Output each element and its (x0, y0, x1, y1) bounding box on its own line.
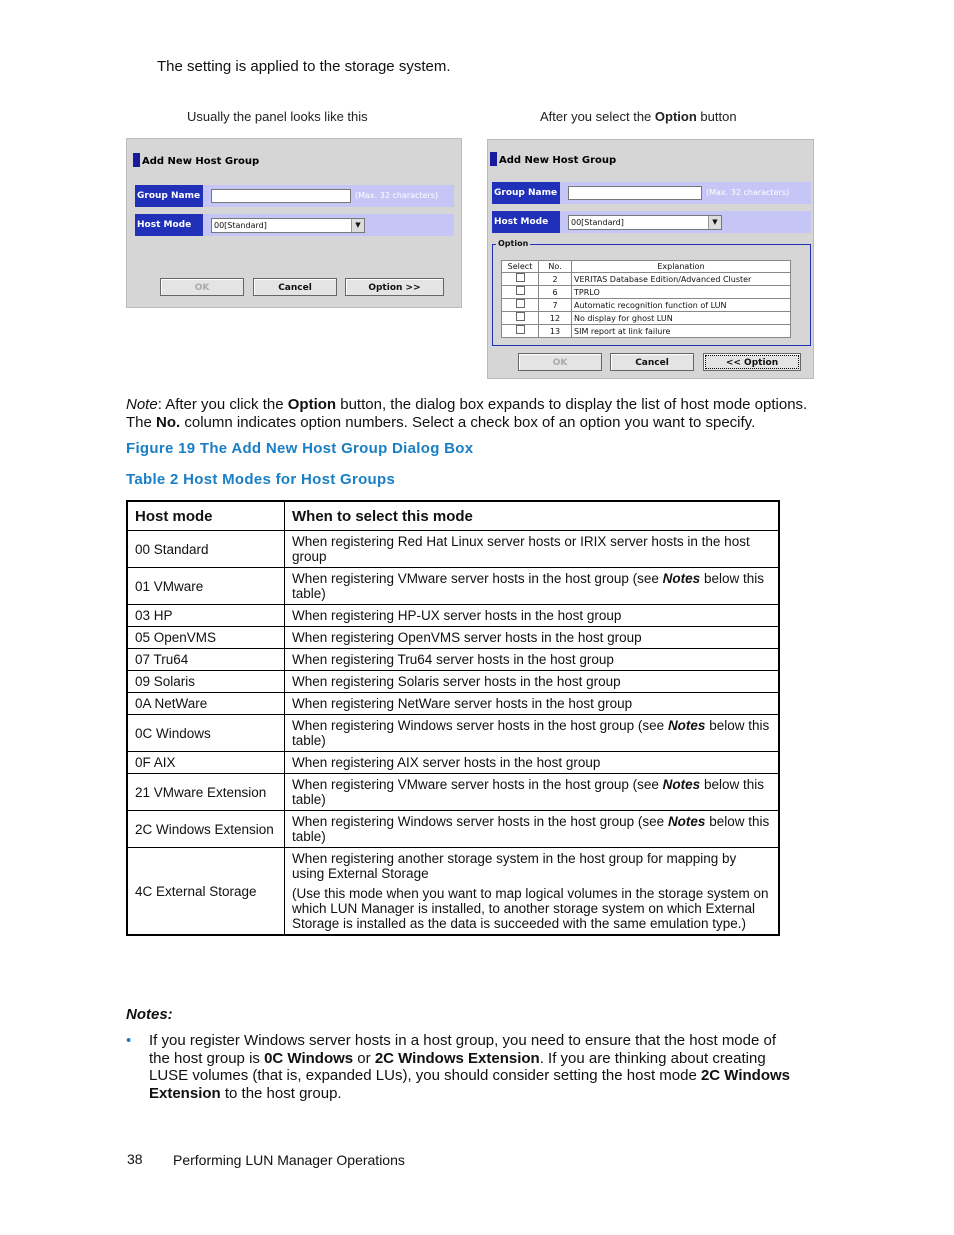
intro-text: The setting is applied to the storage system. (157, 58, 451, 75)
group-name-row (135, 185, 454, 207)
option-number: 7 (539, 299, 572, 312)
bullet-icon: • (126, 1032, 132, 1049)
option-explanation: TPRLO (572, 286, 791, 299)
host-modes-table (126, 500, 780, 936)
group-name-hint: (Max. 32 characters) (706, 188, 790, 197)
description-cell: When registering Windows server hosts in the host group (see Notes below this table) (285, 715, 780, 752)
option-header-no: No. (539, 261, 572, 273)
table-row (127, 811, 779, 848)
table-row (127, 848, 779, 936)
option-checkbox[interactable] (516, 325, 525, 334)
description-cell: When registering VMware server hosts in the host group (see Notes below this table) (285, 568, 780, 605)
option-header-explanation: Explanation (572, 261, 791, 273)
left-panel-caption: Usually the panel looks like this (187, 109, 368, 124)
host-mode-cell: 01 VMware (127, 568, 285, 605)
option-row (502, 325, 791, 338)
table-row (127, 774, 779, 811)
host-mode-cell: 09 Solaris (127, 671, 285, 693)
option-table (501, 260, 791, 338)
notes-bullet: • If you register Windows server hosts in a host group, you need to ensure that the host mode of the host group is 0C Windows or 2C Windows Extension. If you are thinking about creating LUSE volumes (that is, expanded LUs), you should consider setting the host mode 2C Windows Extension to the host group. (126, 1032, 791, 1102)
table-row (127, 605, 779, 627)
host-mode-row (492, 211, 811, 233)
notes-heading: Notes: (126, 1006, 173, 1023)
host-mode-select[interactable]: 00[Standard] ▼ (568, 215, 722, 230)
table-row (127, 649, 779, 671)
host-mode-cell: 4C External Storage (127, 848, 285, 936)
host-mode-cell: 0C Windows (127, 715, 285, 752)
host-mode-cell: 2C Windows Extension (127, 811, 285, 848)
option-explanation: No display for ghost LUN (572, 312, 791, 325)
group-name-label: Group Name (492, 182, 560, 204)
group-name-input[interactable] (211, 189, 351, 203)
description-cell: When registering VMware server hosts in the host group (see Notes below this table) (285, 774, 780, 811)
page-number: 38 (127, 1151, 143, 1167)
description-cell: When registering Tru64 server hosts in the host group (285, 649, 780, 671)
option-checkbox[interactable] (516, 273, 525, 282)
option-checkbox[interactable] (516, 299, 525, 308)
description-cell: When registering AIX server hosts in the host group (285, 752, 780, 774)
host-mode-cell: 0A NetWare (127, 693, 285, 715)
option-legend: Option (498, 239, 529, 248)
option-checkbox-cell (502, 312, 539, 325)
option-row (502, 273, 791, 286)
option-row (502, 286, 791, 299)
option-checkbox[interactable] (516, 312, 525, 321)
description-cell: When registering NetWare server hosts in the host group (285, 693, 780, 715)
option-row (502, 312, 791, 325)
table-row (127, 531, 779, 568)
note-label: Note (126, 396, 158, 413)
table-caption: Table 2 Host Modes for Host Groups (126, 471, 396, 488)
option-collapse-button[interactable]: << Option (703, 353, 801, 371)
host-mode-cell: 07 Tru64 (127, 649, 285, 671)
chevron-down-icon: ▼ (351, 219, 364, 232)
description-cell: When registering OpenVMS server hosts in the host group (285, 627, 780, 649)
table-row (127, 693, 779, 715)
option-explanation: SIM report at link failure (572, 325, 791, 338)
dialog-screenshot-expanded (487, 139, 814, 379)
dialog-title: Add New Host Group (133, 153, 259, 167)
group-name-hint: (Max. 32 characters) (355, 191, 439, 200)
cancel-button[interactable]: Cancel (610, 353, 694, 371)
option-number: 2 (539, 273, 572, 286)
host-mode-label: Host Mode (135, 214, 203, 236)
option-checkbox[interactable] (516, 286, 525, 295)
option-header-select: Select (502, 261, 539, 273)
host-mode-cell: 00 Standard (127, 531, 285, 568)
table-row (127, 715, 779, 752)
description-cell: When registering Solaris server hosts in the host group (285, 671, 780, 693)
ok-button[interactable]: OK (160, 278, 244, 296)
option-number: 13 (539, 325, 572, 338)
host-mode-label: Host Mode (492, 211, 560, 233)
option-checkbox-cell (502, 286, 539, 299)
option-explanation: Automatic recognition function of LUN (572, 299, 791, 312)
option-button[interactable]: Option >> (345, 278, 444, 296)
host-mode-select[interactable]: 00[Standard] ▼ (211, 218, 365, 233)
table-row (127, 752, 779, 774)
column-header-when: When to select this mode (285, 501, 780, 531)
description-cell: When registering Red Hat Linux server hosts or IRIX server hosts in the host group (285, 531, 780, 568)
footer-title: Performing LUN Manager Operations (173, 1152, 405, 1168)
option-explanation: VERITAS Database Edition/Advanced Cluster (572, 273, 791, 286)
table-row (127, 627, 779, 649)
description-cell: When registering another storage system in the host group for mapping by using External Storage (Use this mode when you want to map logical volumes in the storage system on which LUN Manager is installed, to another storage system on which External Storage is installed as the data is succeeded with the same emulation type.) (285, 848, 780, 936)
option-row (502, 299, 791, 312)
host-mode-cell: 21 VMware Extension (127, 774, 285, 811)
option-number: 6 (539, 286, 572, 299)
option-number: 12 (539, 312, 572, 325)
group-name-input[interactable] (568, 186, 702, 200)
dialog-title: Add New Host Group (490, 152, 616, 166)
option-checkbox-cell (502, 273, 539, 286)
option-checkbox-cell (502, 299, 539, 312)
group-name-row (492, 182, 811, 204)
description-cell: When registering HP-UX server hosts in the host group (285, 605, 780, 627)
cancel-button[interactable]: Cancel (253, 278, 337, 296)
table-row (127, 568, 779, 605)
group-name-label: Group Name (135, 185, 203, 207)
host-mode-cell: 03 HP (127, 605, 285, 627)
chevron-down-icon: ▼ (708, 216, 721, 229)
host-mode-cell: 05 OpenVMS (127, 627, 285, 649)
figure-caption: Figure 19 The Add New Host Group Dialog Box (126, 440, 474, 457)
option-checkbox-cell (502, 325, 539, 338)
ok-button[interactable]: OK (518, 353, 602, 371)
host-mode-row (135, 214, 454, 236)
column-header-host-mode: Host mode (127, 501, 285, 531)
description-cell: When registering Windows server hosts in the host group (see Notes below this table) (285, 811, 780, 848)
right-panel-caption: After you select the Option button (540, 109, 737, 124)
dialog-screenshot-default (126, 138, 462, 308)
table-row (127, 671, 779, 693)
host-mode-cell: 0F AIX (127, 752, 285, 774)
figure-note: Note: After you click the Option button, the dialog box expands to display the list of host mode options. The No. column indicates option numbers. Select a check box of an option you want to specify. (126, 396, 808, 431)
